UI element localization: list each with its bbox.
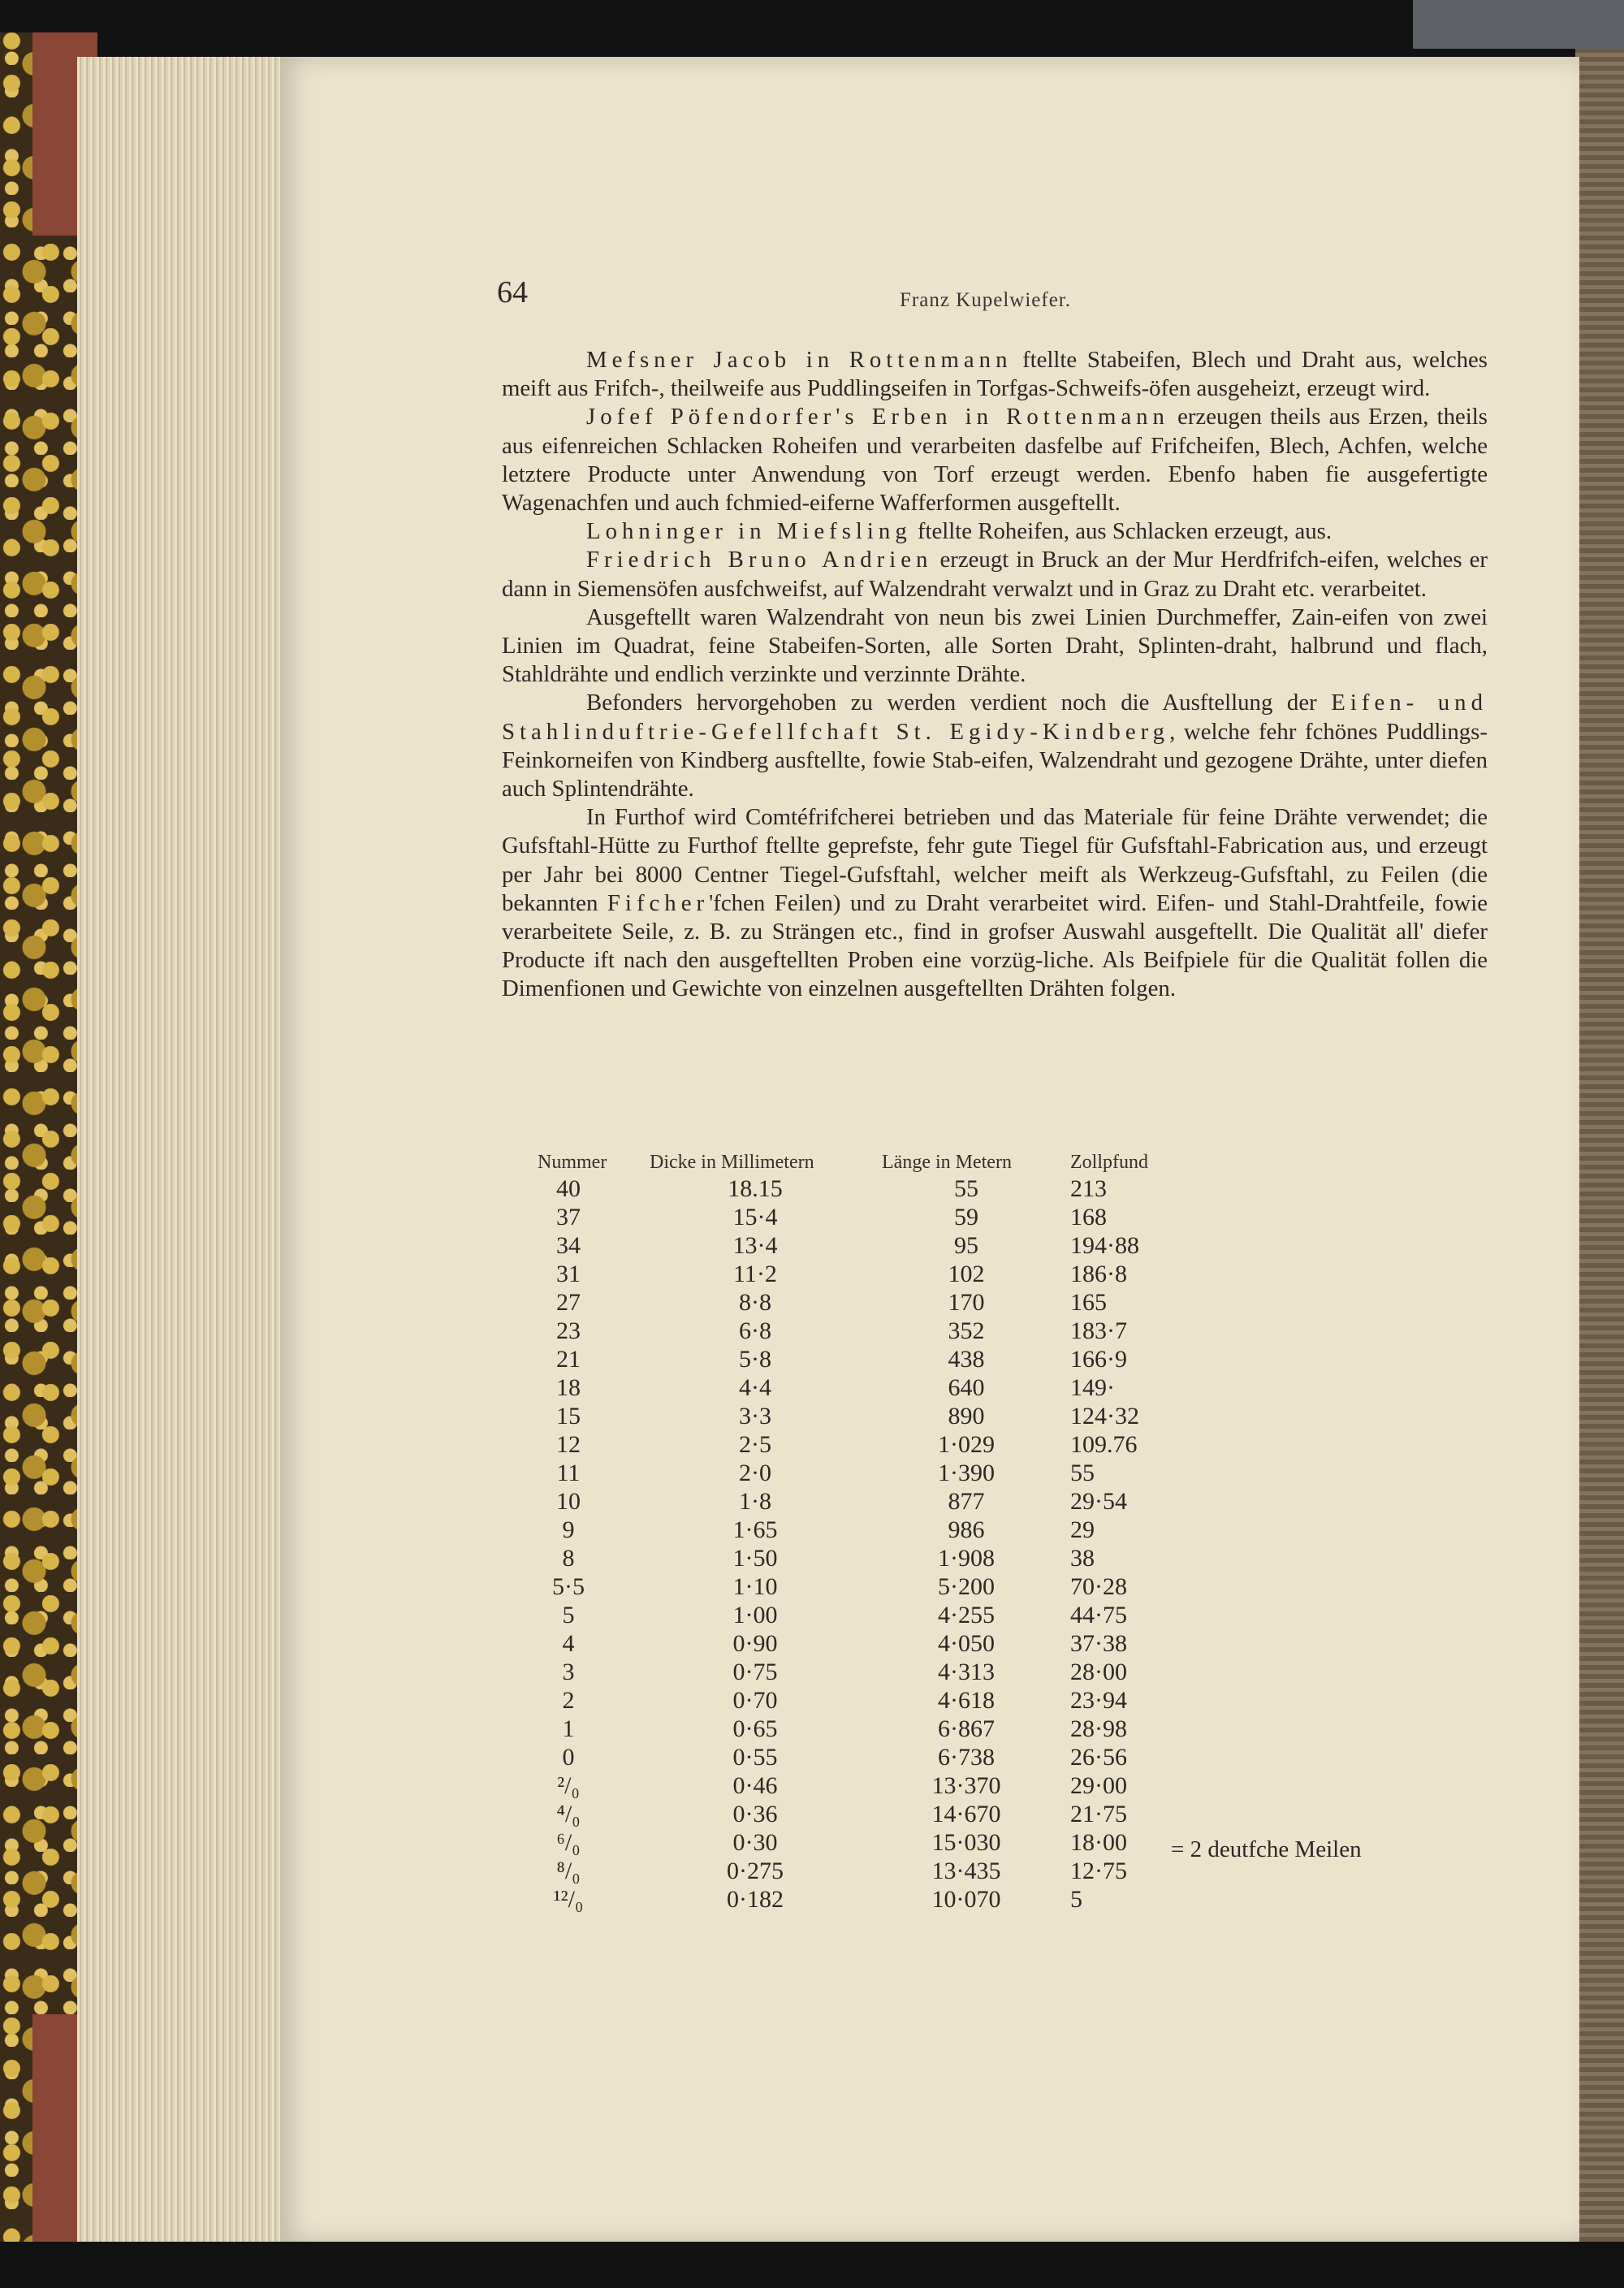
table-cell: 5·8 <box>739 1346 771 1373</box>
table-cell: 5·200 <box>938 1573 995 1600</box>
page-number: 64 <box>497 275 528 309</box>
table-header-laenge: Länge in Metern <box>882 1152 1012 1173</box>
body-text <box>502 346 1488 1004</box>
table-cell: 18 <box>556 1374 581 1401</box>
table-cell: 28·00 <box>1070 1659 1127 1685</box>
table-cell: 13·370 <box>931 1772 1001 1799</box>
book-cover-right <box>1575 49 1624 2242</box>
table-col-laenge <box>885 1174 1047 1914</box>
table-note: = 2 deutfche Meilen <box>1171 1836 1362 1862</box>
table-cell: 8·8 <box>739 1289 771 1316</box>
table-cell: 31 <box>556 1261 581 1287</box>
paragraph: Mefsner Jacob in Rottenmann ftellte Stabeifen, Blech und Draht aus, welches meift aus Frifch-, theilweife aus Puddlingseifen in Torfgas-Schweifs-öfen ausgeheizt, erzeugt wird. <box>502 347 1488 402</box>
table-cell: 1·10 <box>732 1573 778 1600</box>
table-col-zollpfund <box>1070 1174 1200 1914</box>
spaced-name: Eifen- und Stahlinduftrie-Gefellfchaft St. Egidy-Kindberg <box>502 690 1488 745</box>
paragraph: Ausgeftellt waren Walzendraht von neun bis zwei Linien Durchmeffer, Zain-eifen von zwei Linien im Quadrat, feine Stabeifen-Sorten, alle Sorten Draht, Splinten-draht, halbrund und flach, Stahldrähte und endlich verzinkte und verzinnte Drähte. <box>502 603 1488 688</box>
table-cell: 12 <box>556 1431 581 1458</box>
table-cell: 11 <box>556 1460 581 1486</box>
paragraph: Befonders hervorgehoben zu werden verdient noch die Ausftellung der Eifen- und Stahlinduftrie-Gefellfchaft St. Egidy-Kindberg, welche fehr fchönes Puddlings-Feinkorneifen von Kindberg ausftellte, fowie Stab-eifen, Walzendraht und gezogene Drähte, unter diefen auch Splintendrähte. <box>502 690 1488 802</box>
table-cell: 15·4 <box>732 1204 778 1231</box>
table-cell: ¹²/₀ <box>553 1886 584 1913</box>
table-cell: 13·4 <box>732 1232 778 1259</box>
table-cell: 3·3 <box>739 1403 771 1429</box>
table-cell: 0·75 <box>732 1659 778 1685</box>
spaced-name: Lohninger in Miefsling <box>586 518 912 545</box>
table-cell: 0·36 <box>732 1801 778 1827</box>
table-cell: 166·9 <box>1070 1346 1127 1373</box>
spaced-name: Jofef Pöfendorfer's Erben in Rottenmann <box>586 404 1169 430</box>
table-cell: 23 <box>556 1317 581 1344</box>
table-cell: 59 <box>954 1204 978 1231</box>
table-cell: 4 <box>562 1630 575 1657</box>
table-cell: 0 <box>562 1744 575 1771</box>
table-cell: 1·50 <box>732 1545 778 1572</box>
table-header-dicke: Dicke in Millimetern <box>650 1152 814 1173</box>
table-cell: 1·029 <box>938 1431 995 1458</box>
table-cell: 352 <box>948 1317 985 1344</box>
table-cell: 0·275 <box>727 1858 784 1884</box>
table-cell: 640 <box>948 1374 985 1401</box>
spaced-name: Friedrich Bruno Andrien <box>586 547 933 573</box>
table-cell: 6·8 <box>739 1317 771 1344</box>
table-cell: 4·050 <box>938 1630 995 1657</box>
table-cell: 0·70 <box>732 1687 778 1714</box>
table-cell: 170 <box>948 1289 985 1316</box>
running-head: Franz Kupelwiefer. <box>900 289 1071 311</box>
table-header-zollpfund: Zollpfund <box>1070 1152 1148 1173</box>
table-cell: 8 <box>562 1545 575 1572</box>
table-cell: 438 <box>948 1346 985 1373</box>
table-cell: 29 <box>1070 1516 1095 1543</box>
table-cell: 28·98 <box>1070 1715 1127 1742</box>
table-cell: 21·75 <box>1070 1801 1127 1827</box>
table-cell: 12·75 <box>1070 1858 1127 1884</box>
table-cell: 165 <box>1070 1289 1107 1316</box>
table-cell: 10·070 <box>931 1886 1001 1913</box>
paragraph: Lohninger in Miefsling ftellte Roheifen, aus Schlacken erzeugt, aus. <box>586 518 1332 545</box>
table-cell: 6·738 <box>938 1744 995 1771</box>
table-cell: 109.76 <box>1070 1431 1138 1458</box>
spaced-name: Fifcher <box>607 889 710 916</box>
table-cell: 55 <box>954 1175 978 1202</box>
table-cell: 29·54 <box>1070 1488 1127 1515</box>
table-cell: 4·4 <box>739 1374 771 1401</box>
table-cell: 102 <box>948 1261 985 1287</box>
table-col-dicke <box>674 1174 836 1914</box>
table-col-nummer <box>503 1174 633 1914</box>
table-cell: 877 <box>948 1488 985 1515</box>
table-cell: 18.15 <box>728 1175 783 1202</box>
table-cell: 70·28 <box>1070 1573 1127 1600</box>
table-cell: 124·32 <box>1070 1403 1139 1429</box>
table-cell: 14·670 <box>931 1801 1001 1827</box>
page-edges <box>77 57 288 2242</box>
table-cell: 95 <box>954 1232 978 1259</box>
table-cell: 15·030 <box>931 1829 1001 1856</box>
table-cell: 55 <box>1070 1460 1095 1486</box>
paragraph: Friedrich Bruno Andrien erzeugt in Bruck an der Mur Herdfrifch-eifen, welches er dann in Siemensöfen ausfchweifst, auf Walzendraht verwalzt und in Graz zu Draht etc. verarbeitet. <box>502 547 1488 602</box>
table-cell: 27 <box>556 1289 581 1316</box>
table-cell: 0·55 <box>732 1744 778 1771</box>
table-cell: 40 <box>556 1175 581 1202</box>
table-header-nummer: Nummer <box>538 1152 607 1173</box>
table-cell: 34 <box>556 1232 581 1259</box>
table-cell: 1·65 <box>732 1516 778 1543</box>
table-cell: 13·435 <box>931 1858 1001 1884</box>
table-cell: 986 <box>948 1516 985 1543</box>
paragraph: Jofef Pöfendorfer's Erben in Rottenmann erzeugen theils aus Erzen, theils aus eifenreichen Schlacken Roheifen und verarbeiten dasfelbe auf Frifcheifen, Blech, Achfen, welche letztere Producte unter Anwendung von Torf erzeugt werden. Ebenfo haben fie ausgefertigte Wagenachfen und auch fchmied-eiferne Wafferformen ausgeftellt. <box>502 404 1488 517</box>
table-cell: 29·00 <box>1070 1772 1127 1799</box>
table-cell: 38 <box>1070 1545 1095 1572</box>
table-cell: 4·618 <box>938 1687 995 1714</box>
table-cell: 890 <box>948 1403 985 1429</box>
table-cell: ⁴/₀ <box>556 1801 581 1827</box>
table-cell: 37·38 <box>1070 1630 1127 1657</box>
table-cell: 5 <box>1070 1886 1082 1913</box>
table-cell: 1·908 <box>938 1545 995 1572</box>
table-cell: 1 <box>562 1715 575 1742</box>
table-cell: 1·8 <box>739 1488 771 1515</box>
table-cell: 0·30 <box>732 1829 778 1856</box>
table-cell: ⁸/₀ <box>556 1858 581 1884</box>
table-cell: 9 <box>562 1516 575 1543</box>
table-cell: 26·56 <box>1070 1744 1127 1771</box>
table-cell: 37 <box>556 1204 581 1231</box>
table-cell: 0·46 <box>732 1772 778 1799</box>
table-cell: 11·2 <box>733 1261 777 1287</box>
paragraph: In Furthof wird Comtéfrifcherei betrieben und das Materiale für feine Drähte verwendet; die Gufsftahl-Hütte zu Furthof ftellte geprefste, fehr gute Tiegel für Gufsftahl-Fabrication aus, und erzeugt per Jahr bei 8000 Centner Tiegel-Gufsftahl, welcher meift als Werkzeug-Gufsftahl, zu Feilen (die bekannten Fifcher'fchen Feilen) und zu Draht verarbeitet wird. Eifen- und Stahl-Drahtfeile, fowie verarbeitete Seile, z. B. zu Strängen etc., find in grofser Auswahl ausgeftellt. Die Qualität all' diefer Producte ift nach den ausgeftellten Proben eine vorzüg-liche. Als Beifpiele für die Qualität follen die Dimenfionen und Gewichte von einzelnen ausgeftellten Drähten folgen. <box>502 804 1488 1002</box>
table-cell: 15 <box>556 1403 581 1429</box>
table-cell: 194·88 <box>1070 1232 1139 1259</box>
table-cell: 2 <box>562 1687 575 1714</box>
table-cell: 1·00 <box>732 1602 778 1628</box>
table-cell: 3 <box>562 1659 575 1685</box>
table-cell: 0·90 <box>732 1630 778 1657</box>
table-cell: ²/₀ <box>557 1772 580 1799</box>
table-cell: 2·0 <box>739 1460 771 1486</box>
table-cell: 10 <box>556 1488 581 1515</box>
table-cell: 186·8 <box>1070 1261 1127 1287</box>
table-cell: 0·182 <box>727 1886 784 1913</box>
table-cell: 4·313 <box>938 1659 995 1685</box>
table-cell: 44·75 <box>1070 1602 1127 1628</box>
table-cell: 5·5 <box>552 1573 585 1600</box>
table-cell: 2·5 <box>739 1431 771 1458</box>
table-cell: 213 <box>1070 1175 1107 1202</box>
table-cell: 149· <box>1070 1374 1115 1401</box>
table-cell: 1·390 <box>938 1460 995 1486</box>
scan-corner <box>1413 0 1624 49</box>
table-cell: ⁶/₀ <box>556 1829 581 1856</box>
table-cell: 4·255 <box>938 1602 995 1628</box>
table-cell: 21 <box>556 1346 581 1373</box>
table-cell: 18·00 <box>1070 1829 1127 1856</box>
table-cell: 23·94 <box>1070 1687 1127 1714</box>
table-cell: 183·7 <box>1070 1317 1127 1344</box>
table-cell: 0·65 <box>732 1715 778 1742</box>
table-cell: 6·867 <box>938 1715 995 1742</box>
spaced-name: Mefsner Jacob in Rottenmann <box>586 347 1013 373</box>
table-cell: 5 <box>562 1602 575 1628</box>
table-cell: 168 <box>1070 1204 1107 1231</box>
